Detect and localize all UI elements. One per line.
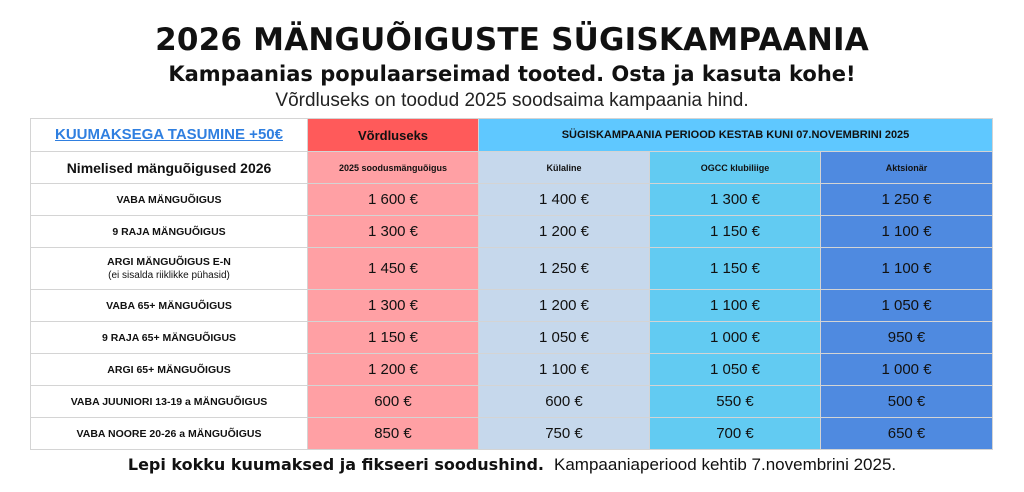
product-label-cell (31, 248, 308, 290)
price-ogcc-member: 1 100 € (650, 290, 821, 322)
price-2025-discount: 1 200 € (308, 354, 479, 386)
footer-bold-text: Lepi kokku kuumaksed ja fikseeri soodushind. (127, 455, 544, 474)
price-ogcc-member: 1 000 € (650, 322, 821, 354)
product-note: (ei sisalda riiklikke pühasid) (108, 269, 230, 281)
price-shareholder: 1 250 € (821, 184, 993, 216)
page-subtitle: Kampaanias populaarseimad tooted. Osta ja kasuta kohe! (168, 62, 856, 86)
table-row (31, 322, 993, 354)
price-2025-discount: 1 300 € (308, 216, 479, 248)
price-ogcc-member: 700 € (650, 418, 821, 450)
price-shareholder: 1 000 € (821, 354, 993, 386)
column-header-guest: Külaline (479, 152, 650, 184)
table-row (31, 216, 993, 248)
price-guest: 600 € (479, 386, 650, 418)
price-guest: 1 050 € (479, 322, 650, 354)
price-2025-discount: 1 150 € (308, 322, 479, 354)
price-2025-discount: 600 € (308, 386, 479, 418)
footer-line (0, 455, 1024, 475)
product-label-cell (31, 290, 308, 322)
price-shareholder: 950 € (821, 322, 993, 354)
price-2025-discount: 1 300 € (308, 290, 479, 322)
product-label-cell (31, 386, 308, 418)
column-header-ogcc-member: OGCC klubiliige (650, 152, 821, 184)
column-header-row (31, 152, 993, 184)
table-row (31, 184, 993, 216)
price-guest: 1 400 € (479, 184, 650, 216)
product-label-cell (31, 216, 308, 248)
price-2025-discount: 1 450 € (308, 248, 479, 290)
price-2025-discount: 850 € (308, 418, 479, 450)
table-row (31, 354, 993, 386)
comparison-note: Võrdluseks on toodud 2025 soodsaima kampaania hind. (275, 90, 749, 111)
price-ogcc-member: 1 050 € (650, 354, 821, 386)
price-shareholder: 500 € (821, 386, 993, 418)
price-ogcc-member: 1 150 € (650, 216, 821, 248)
price-shareholder: 1 050 € (821, 290, 993, 322)
table-row (31, 248, 993, 290)
price-2025-discount: 1 600 € (308, 184, 479, 216)
product-label-cell (31, 322, 308, 354)
price-shareholder: 1 100 € (821, 248, 993, 290)
table-row (31, 290, 993, 322)
price-ogcc-member: 1 150 € (650, 248, 821, 290)
product-label-cell (31, 418, 308, 450)
product-label-cell (31, 184, 308, 216)
monthly-payment-link[interactable]: KUUMAKSEGA TASUMINE +50€ (55, 126, 283, 143)
product-name: 9 RAJA 65+ MÄNGUÕIGUS (101, 331, 237, 344)
table-row (31, 386, 993, 418)
row-header-label: Nimelised mänguõigused 2026 (31, 152, 308, 184)
product-name: VABA 65+ MÄNGUÕIGUS (106, 299, 232, 312)
footer-period-text: Kampaaniaperiood kehtib 7.novembrini 2025. (554, 455, 897, 474)
product-name: VABA MÄNGUÕIGUS (116, 193, 222, 206)
product-name: 9 RAJA MÄNGUÕIGUS (112, 225, 226, 238)
price-guest: 1 250 € (479, 248, 650, 290)
column-header-2025-discount: 2025 soodusmänguõigus (308, 152, 479, 184)
price-table (30, 118, 993, 450)
product-name: ARGI MÄNGUÕIGUS E-N (107, 255, 231, 268)
campaign-period-header: SÜGISKAMPAANIA PERIOOD KESTAB KUNI 07.NOVEMBRINI 2025 (479, 119, 993, 152)
monthly-payment-cell (31, 119, 308, 152)
column-header-shareholder: Aktsionär (821, 152, 993, 184)
price-shareholder: 650 € (821, 418, 993, 450)
comparison-header: Võrdluseks (308, 119, 479, 152)
price-guest: 1 100 € (479, 354, 650, 386)
price-guest: 1 200 € (479, 216, 650, 248)
product-label-cell (31, 354, 308, 386)
page-title: 2026 MÄNGUÕIGUSTE SÜGISKAMPAANIA (155, 22, 869, 58)
product-name: VABA NOORE 20-26 a MÄNGUÕIGUS (76, 427, 262, 440)
price-guest: 750 € (479, 418, 650, 450)
table-row (31, 418, 993, 450)
price-ogcc-member: 1 300 € (650, 184, 821, 216)
product-name: VABA JUUNIORI 13-19 a MÄNGUÕIGUS (70, 395, 268, 408)
product-name: ARGI 65+ MÄNGUÕIGUS (107, 363, 231, 376)
price-ogcc-member: 550 € (650, 386, 821, 418)
table-header-row (31, 119, 993, 152)
price-shareholder: 1 100 € (821, 216, 993, 248)
price-guest: 1 200 € (479, 290, 650, 322)
